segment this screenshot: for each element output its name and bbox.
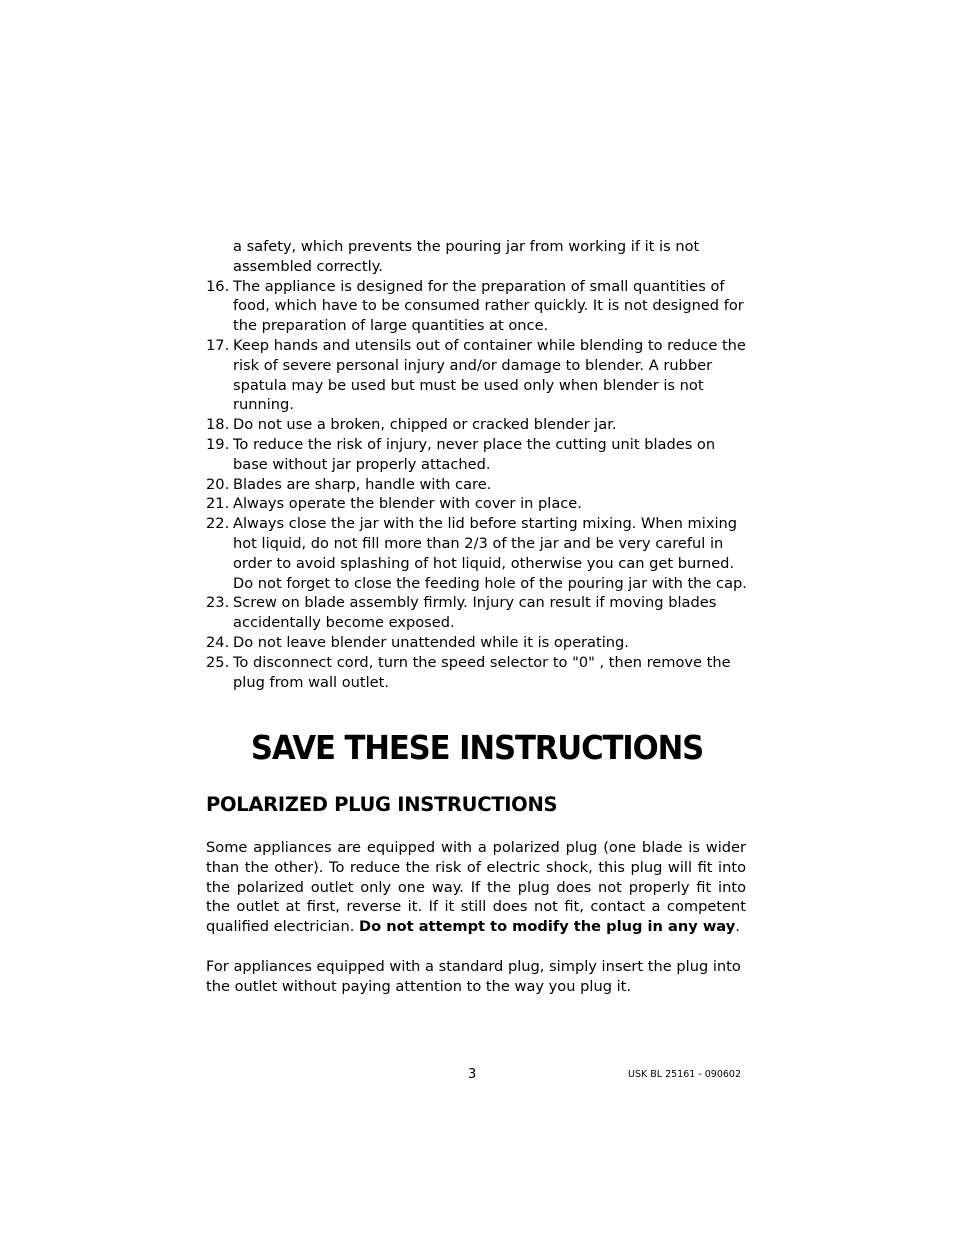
list-item <box>206 633 751 653</box>
list-item-text: Do not leave blender unattended while it is operating. <box>233 633 629 651</box>
list-item-text: Always close the jar with the lid before starting mixing. When mixing hot liquid, do not fill more than 2/3 of the jar and be very careful in order to avoid splashing of hot liquid, otherwise you can get burned. Do not forget to close the feeding hole of the pouring jar with the cap. <box>233 515 747 592</box>
list-item <box>206 514 751 593</box>
list-item-text: To reduce the risk of injury, never place the cutting unit blades on base without jar properly attached. <box>233 435 716 473</box>
list-item <box>206 494 751 514</box>
page-number: 3 <box>468 1067 477 1082</box>
list-item-text: Do not use a broken, chipped or cracked blender jar. <box>233 416 617 434</box>
list-item-number: 25. <box>206 653 230 671</box>
document-code: USK BL 25161 - 090602 <box>628 1069 742 1080</box>
list-item-number: 22. <box>206 515 230 533</box>
list-item <box>206 475 751 495</box>
list-item-text: To disconnect cord, turn the speed selector to "0" , then remove the plug from wall outlet. <box>233 653 731 691</box>
list-item-number: 20. <box>206 475 230 493</box>
list-item-text: Blades are sharp, handle with care. <box>233 475 492 493</box>
standard-plug-paragraph: For appliances equipped with a standard plug, simply insert the plug into the outlet without paying attention to the way you plug it. <box>206 958 741 995</box>
safety-instructions-list <box>206 237 751 692</box>
list-item-number: 16. <box>206 277 230 295</box>
list-item <box>206 593 751 633</box>
paragraph-text: Some appliances are equipped with a polarized plug (one blade is wider than the other). To reduce the risk of electric shock, this plug will fit into the polarized outlet only one way. If the plug does not properly fit into the outlet at first, reverse it. If it still does not fit, contact a competent qualified electrician. <box>206 839 746 936</box>
paragraph-warning-bold: Do not attempt to modify the plug in any way <box>359 918 736 936</box>
list-item-number: 18. <box>206 416 230 434</box>
list-item-text: Keep hands and utensils out of container while blending to reduce the risk of severe personal injury and/or damage to blender. A rubber spatula may be used but must be used only when blender is not running. <box>233 336 746 414</box>
list-item-continuation: a safety, which prevents the pouring jar from working if it is not assembled correctly. <box>233 238 700 275</box>
list-item-number: 24. <box>206 633 230 651</box>
list-item-text: Screw on blade assembly firmly. Injury can result if moving blades accidentally become exposed. <box>233 594 717 632</box>
paragraph-end: . <box>735 918 740 936</box>
list-item <box>206 336 751 415</box>
list-item-number: 17. <box>206 336 230 354</box>
list-item-number: 19. <box>206 435 230 453</box>
list-item <box>206 277 751 336</box>
polarized-plug-paragraph <box>206 838 746 937</box>
list-item-number: 21. <box>206 495 230 513</box>
list-item <box>206 415 751 435</box>
list-item-number: 23. <box>206 594 230 612</box>
save-instructions-heading: SAVE THESE INSTRUCTIONS <box>250 728 704 767</box>
list-item <box>206 435 751 475</box>
list-item <box>206 653 751 693</box>
polarized-plug-heading: POLARIZED PLUG INSTRUCTIONS <box>206 793 558 816</box>
list-item-text: Always operate the blender with cover in place. <box>233 495 582 513</box>
list-item-text: The appliance is designed for the preparation of small quantities of food, which have to be consumed rather quickly. It is not designed for the preparation of large quantities at once. <box>233 277 744 335</box>
